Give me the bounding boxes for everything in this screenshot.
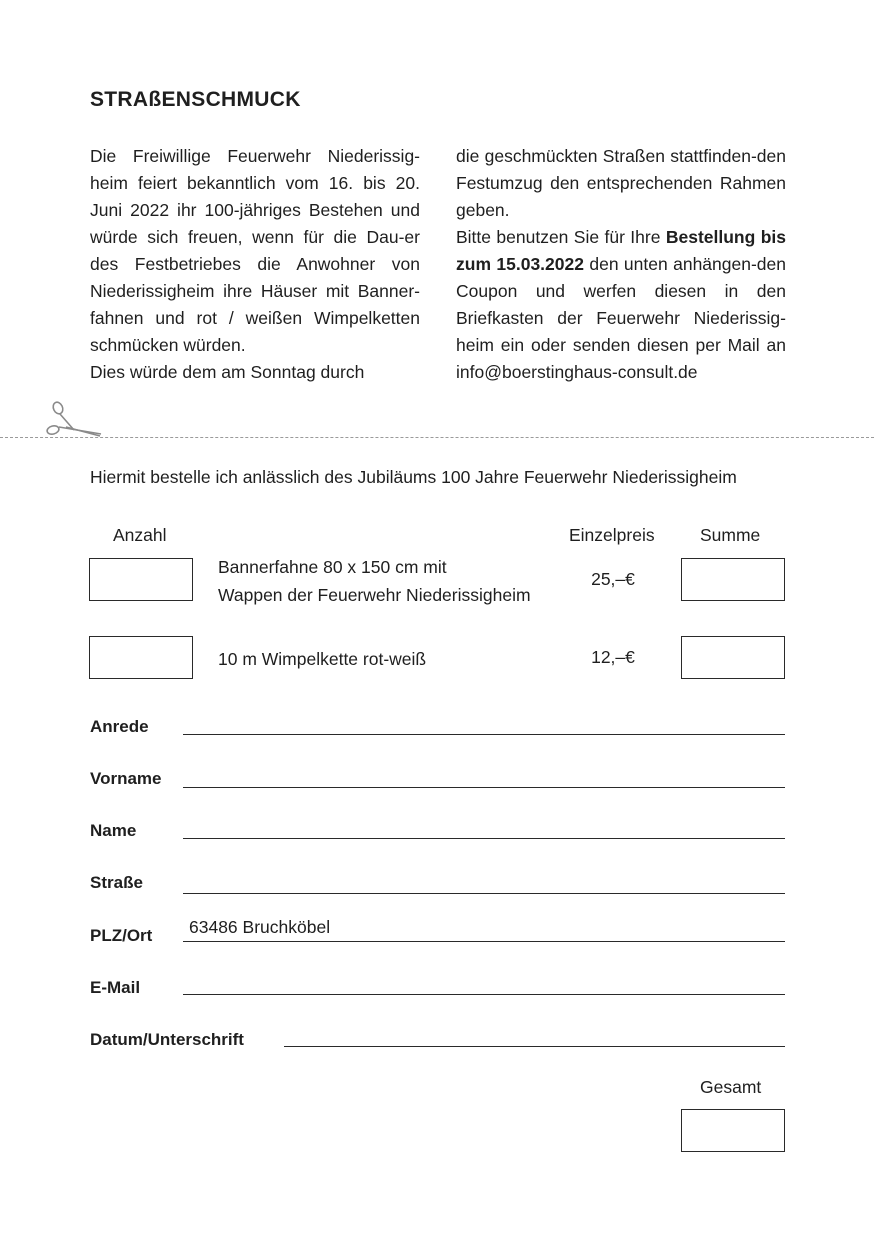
firstname-field[interactable] [183,787,785,788]
order-deadline: Bestellung bis zum 15.03.2022 [456,227,786,274]
sum-input-pennant[interactable] [681,636,785,679]
total-input[interactable] [681,1109,785,1152]
street-label: Straße [90,873,143,892]
header-unit-price: Einzelpreis [569,525,655,545]
paragraph: die geschmückten Straßen stattfinden-den Festumzug den entsprechenden Rahmen geben. [456,146,786,220]
name-field[interactable] [183,838,785,839]
name-label: Name [90,821,137,840]
paragraph: Bitte benutzen Sie für Ihre Bestellung bis zum 15.03.2022 den unten anhängen-den Coupon und werfen diesen in den Briefkasten der Feuerwehr Niederissig-heim ein oder senden diesen per Mail an info@boerstinghaus-consult.de [456,227,786,382]
intro-text-right [456,143,786,386]
item-description: 10 m Wimpelkette rot-weiß [218,649,427,669]
city-field[interactable] [183,941,785,942]
order-intro: Hiermit bestelle ich anlässlich des Jubiläums 100 Jahre Feuerwehr Niederissigheim [90,467,737,487]
street-field[interactable] [183,893,785,894]
scissors-icon [44,400,102,440]
total-label: Gesamt [700,1077,762,1097]
paragraph: Dies würde dem am Sonntag durch [90,362,365,382]
email-field[interactable] [183,994,785,995]
email-label: E-Mail [90,978,141,997]
header-sum: Summe [700,525,761,545]
city-label: PLZ/Ort [90,926,153,945]
salutation-field[interactable] [183,734,785,735]
unit-price: 12,–€ [591,647,635,667]
cut-line [0,437,874,438]
city-value: 63486 Bruchköbel [189,917,331,937]
signature-label: Datum/Unterschrift [90,1030,244,1049]
header-quantity: Anzahl [113,525,167,545]
quantity-input-pennant[interactable] [89,636,193,679]
firstname-label: Vorname [90,769,162,788]
intro-text-left [90,143,420,386]
item-description: Bannerfahne 80 x 150 cm mit Wappen der Feuerwehr Niederissigheim [218,557,531,605]
page-title: STRAßENSCHMUCK [90,88,301,111]
salutation-label: Anrede [90,717,149,736]
paragraph: Die Freiwillige Feuerwehr Niederissig-heim feiert bekanntlich vom 16. bis 20. Juni 2022 ihr 100-jähriges Bestehen und würde sich freuen, wenn für die Dau-er des Festbetriebes die Anwohner von Niederissigheim ihre Häuser mit Banner-fahnen und rot / weißen Wimpelketten schmücken würden. [90,146,420,355]
sum-input-banner[interactable] [681,558,785,601]
signature-field[interactable] [284,1046,785,1047]
quantity-input-banner[interactable] [89,558,193,601]
unit-price: 25,–€ [591,569,635,589]
